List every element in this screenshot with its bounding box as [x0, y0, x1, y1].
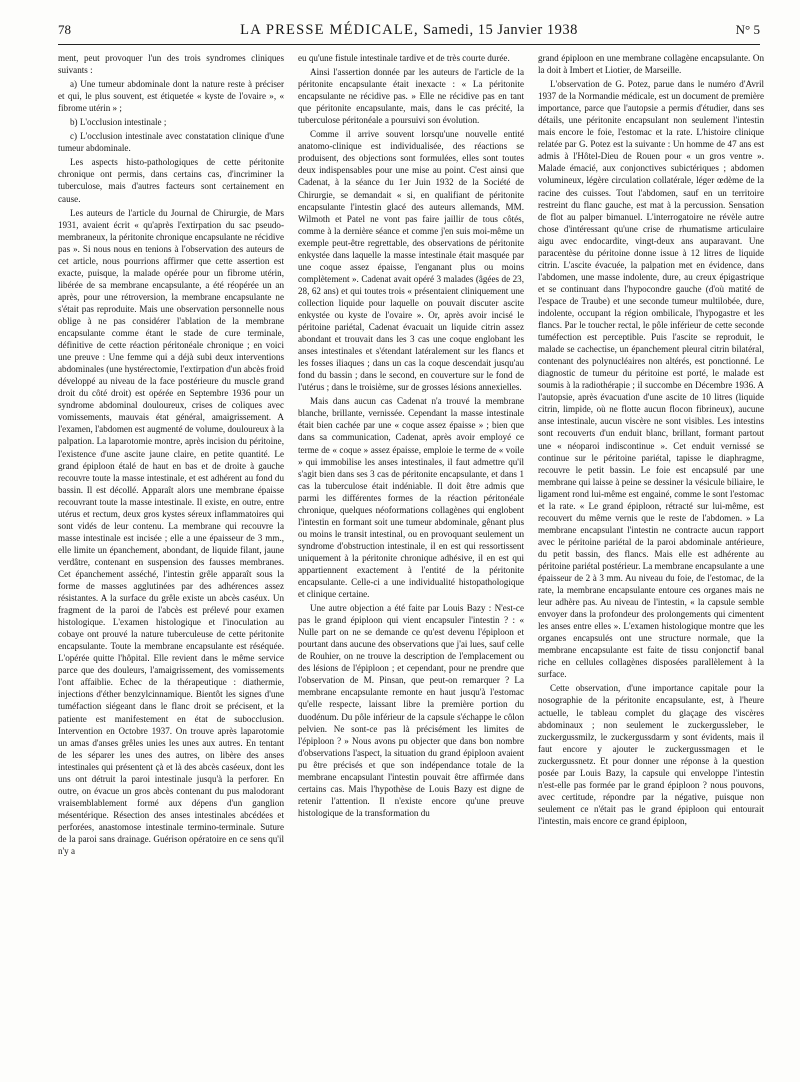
issue-date: Samedi, 15 Janvier 1938	[422, 22, 578, 38]
paragraph: Une autre objection a été faite par Louis Bazy : N'est-ce pas le grand épiploon qui vient encapsuler l'intestin ? : « Nulle part on ne se demande ce qu'est devenu l'épiploon et pourtant dans aucune des observations que j'ai lues, sauf celle de Rouhier, on ne trouve la description de l'emplacement ou des lésions de l'épiploon ; et cependant, pour ne prendre que l'observation de M. Pinsan, que peut-on remarquer ? La membrane encapsulante remonte en haut jusqu'à l'estomac qu'elle respecte, laissant libre la première portion du duodénum. Du pôle inférieur de la capsule s'échappe le côlon pelvien. Ne sont-ce pas là précisément les limites de l'épiploon ? » Nous avons pu objecter que dans bon nombre d'observations l'aspect, la situation du grand épiploon avaient pu être précisés et que son indépendance totale de la membrane encapsulant l'intestin pouvait être affirmée dans certains cas. Mais l'hypothèse de Louis Bazy est digne de retenir l'attention. Il n'existe encore qu'une preuve histologique de la transformation du	[298, 603, 524, 818]
paragraph: b) L'occlusion intestinale ;	[70, 117, 167, 128]
text-column-1	[58, 52, 284, 1062]
paragraph: ment, peut provoquer l'un des trois syndromes cliniques suivants :	[58, 53, 284, 76]
paragraph: Les aspects histo-pathologiques de cette péritonite chronique ont permis, dans certains cas, d'incriminer la tuberculose, mais d'autres facteurs sont certainement en cause.	[58, 157, 284, 204]
paragraph: L'observation de G. Potez, parue dans le numéro d'Avril 1937 de la Normandie médicale, est un document de première importance, parce que l'autopsie a permis d'étudier, dans ses détails, une péritonite encapsulant non seulement l'intestin mais encore le foie, l'estomac et la rate. L'histoire clinique relatée par G. Potez est la suivante : Un homme de 47 ans est admis à l'Hôtel-Dieu de Rouen pour « un gros ventre ». Malade émacié, aux conjonctives subictériques ; abdomen volumineux, légère circulation collatérale, léger œdème de la racine des cuisses. Tout l'abdomen, sauf en un territoire restreint du flanc gauche, est mat à la percussion. Sensation de flot au palper bimanuel. L'interrogatoire ne révèle autre chose d'intéressant qu'une crise de rhumatisme articulaire aigu avec endocardite, vingt-deux ans auparavant. Une paracentèse du péritoine donne issue à 12 litres de liquide citrin. L'ascite évacuée, la palpation met en évidence, dans l'abdomen, une masse indolente, dure, au creux épigastrique et se continuant dans l'hypocondre gauche (d'où matité de l'espace de Traube) et une seconde tumeur multilobée, dure, indolente, occupant la région ombilicale, l'hypogastre et les flancs. Par le toucher rectal, le pôle inférieur de cette seconde tuméfection est perceptible. Puis l'ascite se reproduit, le malade se cachectise, un épanchement pleural citrin bilatéral, contenant des polynucléaires non altérés, est ponctionné. Le diagnostic de tumeur du péritoine est porté, le malade est soumis à la radiothérapie ; il succombe en Décembre 1936. A l'autopsie, après évacuation d'une ascite de 10 litres (liquide citrin, limpide, où ne flotte aucun flocon fibrineux), aucune anse intestinale, aucun viscère ne sont visibles. Les intestins sont recouverts d'un enduit blanc, brillant, formant partout une « néoparoi indiscontinue ». Cet enduit vernissé se continue sur le péritoine pariétal, tapisse le diaphragme, recouvre le petit bassin. Le foie est encapsulé par une membrane qui laisse à peine se dessiner la vésicule biliaire, le ligament rond lui-même est engainé, comme le sont l'estomac et la rate. « Le grand épiploon, rétracté sur lui-même, est recouvert du même vernis que le reste de l'abdomen. » La membrane encapsulant l'intestin ne contracte aucun rapport avec le péritoine pariétal de la paroi abdominale antérieure, du petit bassin, des flancs. Mais elle est adhérente au péritoine pariétal postérieur. La membrane encapsulante a une épaisseur de 2 à 3 mm. Au niveau du foie, de l'estomac, de la rate, la membrane encapsulante entoure ces organes mais ne leur adhère pas. Au niveau de l'intestin, « la capsule semble envoyer dans la profondeur des prolongements qui cimentent les anses entre elles ». L'examen histologique montre que les organes encapsulés ont une structure normale, que la membrane encapsulante est faite de tissu conjonctif banal riche en cellules collagènes disposées parallèlement à la surface.	[538, 79, 764, 680]
journal-title: LA PRESSE MÉDICALE,	[240, 22, 419, 38]
paragraph: a) Une tumeur abdominale dont la nature reste à préciser et qui, le plus souvent, est étiquetée « kyste de l'ovaire », « fibrome utérin » ;	[58, 79, 284, 114]
page-header	[58, 22, 760, 45]
paragraph: Mais dans aucun cas Cadenat n'a trouvé la membrane blanche, brillante, vernissée. Cependant la masse intestinale était bien cachée par une « coque assez épaisse » ; bien que dans sa communication, Cadenat, après avoir employé ce terme de « coque » assez épaisse, emploie le terme de « voile » qui immobilise les anses intestinales, il faut admettre qu'il s'agit bien dans ses 3 cas de péritonite encapsulante, et dans 1 cas la tuberculose était indéniable. Il doit être admis que parmi les différentes formes de la réaction péritonéale chronique, quelques néoformations collagènes qui englobent l'intestin en formant soit une tumeur abdominale, gênant plus ou moins le transit intestinal, ou en provoquant seulement un syndrome d'obstruction intestinale, il en est qui ressortissent uniquement à la péritonite chronique adhésive, il en est qui appartiennent exactement à l'entité de la péritonite encapsulante. Celle-ci a une individualité histopathologique et clinique certaine.	[298, 396, 524, 600]
article-body	[58, 52, 764, 1062]
paragraph: Comme il arrive souvent lorsqu'une nouvelle entité anatomo-clinique est individualisée, des réactions se produisent, des objections sont formulées, elles sont toutes deux indispensables pour une mise au point. C'est ainsi que Cadenat, à la séance du 1er Juin 1932 de la Société de Chirurgie, se demandait « si, en qualifiant de péritonite encapsulante l'intestin glacé des auteurs allemands, MM. Wilmoth et Patel ne vont pas faire jaillir de tous côtés, comme à la dernière séance et comme j'en suis moi-même un exemple peut-être regrettable, des observations de péritonite enkystée dans laquelle la masse intestinale était masquée par une coque assez épaisse, l'enganant plus ou moins complètement ». Cadenat avait opéré 3 malades (âgées de 23, 28, 62 ans) et qui toutes trois « présentaient cliniquement une collection liquide pour laquelle on pouvait discuter ascite enkystée ou kyste de l'ovaire ». Or, après avoir incisé le péritoine pariétal, Cadenat évacuait un liquide citrin assez abondant et trouvait dans les 3 cas une coque englobant les anses intestinales et s'étendant latéralement sur les flancs et les fosses iliaques ; dans un cas la coque descendait jusqu'au fond du bassin ; dans le second, en couverture sur le fond de l'utérus ; dans le troisième, sur de grosses lésions annexielles.	[298, 129, 524, 393]
paragraph: eu qu'une fistule intestinale tardive et de très courte durée.	[298, 53, 510, 63]
paragraph: Ainsi l'assertion donnée par les auteurs de l'article de la péritonite encapsulante était inexacte : « La péritonite encapsulante ne récidive pas. » Elle ne récidive pas en tant que péritonite encapsulante, mais, dans le cas précité, la tuberculose péritonéale a poursuivi son évolution.	[298, 67, 524, 126]
paragraph: c) L'occlusion intestinale avec constatation clinique d'une tumeur abdominale.	[58, 131, 284, 154]
paragraph: grand épiploon en une membrane collagène encapsulante. On la doit à Imbert et Liotier, de Marseille.	[538, 53, 764, 76]
text-column-2	[298, 52, 524, 1062]
journal-header	[168, 22, 650, 39]
issue-number: N° 5	[735, 22, 760, 37]
text-column-3	[538, 52, 764, 1062]
paragraph: Les auteurs de l'article du Journal de Chirurgie, de Mars 1931, avaient écrit « qu'après l'extirpation du sac pseudo-membraneux, la péritonite chronique encapsulante ne récidive pas ». Si nous nous en tenions à l'observation des auteurs de cet article, nous pourrions affirmer que cette assertion est exacte, puisque, la malade opérée pour un fibrome utérin, libérée de sa membrane encapsulante, a été réopérée un an après, pour une rétroversion, la membrane encapsulante ne s'était pas reproduite. Mais une observation personnelle nous oblige à ne pas considérer l'ablation de la membrane encapsulante comme étant le stade de cure terminale, définitive de cette réaction péritonéale chronique ; en voici une preuve : Une femme qui a déjà subi deux interventions abdominales (une hystérectomie, l'extirpation d'un abcès froid développé au niveau de la face postérieure du muscle grand droit du côté droit) est opérée en Septembre 1936 pour un syndrome abdominal douloureux, crises de coliques avec vomissements, mauvais état général, amaigrissement. A l'examen, l'abdomen est augmenté de volume, douloureux à la palpation. La laparotomie montre, après incision du péritoine, l'existence d'une ascite jaune claire, en petite quantité. Le grand épiploon étalé de haut en bas et de droite à gauche recouvre toute la masse intestinale, et est adhérent au fond du bassin. Il est décollé. Apparaît alors une membrane épaisse recouvrant toute la masse intestinale. Il existe, en outre, entre utérus et rectum, deux gros kystes séreux inflammatoires qui sont vidés de leur contenu. La membrane qui recouvre la masse intestinale est incisée ; elle a une épaisseur de 3 mm., elle limite un épanchement, abondant, de liquide filant, jaune verdâtre, contenant en suspension des fausses membranes. Cet épanchement asséché, l'intestin grêle apparaît sous la forme de masses agglutinées par des adhérences assez résistantes. A la surface du grêle existe un abcès caséux. Un fragment de la paroi de l'abcès est prélevé pour examen histologique. L'examen histologique et l'inoculation au cobaye ont prouvé la nature tuberculeuse de cette péritonite encapsulante. Toute la membrane encapsulante est réséquée. L'opérée quitte l'hôpital. Elle revient dans le même service parce que des douleurs, l'amaigrissement, des vomissements l'ont affaiblie. Echec de la thérapeutique : diathermie, injections d'éther benzylcinnamique. Bientôt les signes d'une tuméfaction siégeant dans le flanc droit se précisent, et la patiente est manifestement en état de subocclusion. Intervention en Octobre 1937. On trouve après laparotomie un amas d'anses grêles unies les unes aux autres. En tentant de les séparer les unes des autres, on libère des anses intestinales qui présentent çà et là des abcès caséeux, dont les uns ont détruit la paroi intestinale jusqu'à la perforer. En outre, on évacue un gros abcès contenant du pus malodorant vraisemblablement formé aux dépens d'un ganglion mésentérique. Résection des anses intestinales abcédées et perforées, anastomose intestinale termino-terminale. Suture de la paroi sans drainage. Guérison opératoire en ce sens qu'il n'y a	[58, 207, 284, 857]
paragraph: Cette observation, d'une importance capitale pour la nosographie de la péritonite encapsulante, est, à l'heure actuelle, le tableau complet du glaçage des viscères abdominaux ; non seulement le zuckergussleber, le zuckergussmilz, le zuckergussdarm y sont évidents, mais il faut encore y ajouter le zuckergussmagen et le zuckergussnetz. Et pour donner une réponse à la question posée par Louis Bazy, la capsule qui enveloppe l'intestin n'est-elle pas formée par le grand épiploon ? nous pouvons, avec certitude, répondre par la négative, puisque non seulement ce n'était pas le grand épiploon qui entourait l'intestin, mais encore ce grand épiploon,	[538, 683, 764, 826]
page-number: 78	[58, 22, 71, 37]
